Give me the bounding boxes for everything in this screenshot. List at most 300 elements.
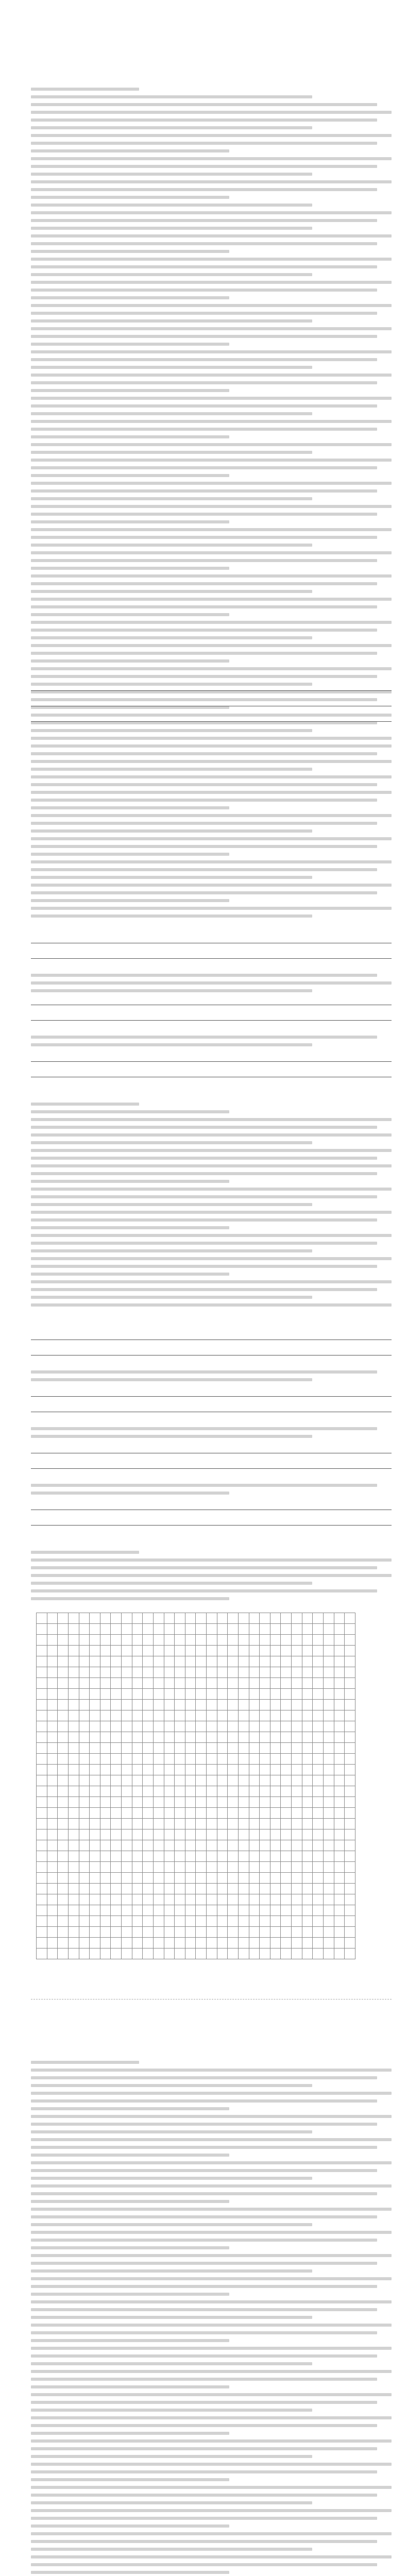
grid-cell[interactable] [249, 1829, 260, 1840]
grid-cell[interactable] [37, 1808, 47, 1819]
grid-cell[interactable] [185, 1743, 196, 1754]
grid-cell[interactable] [302, 1754, 313, 1765]
grid-cell[interactable] [217, 1775, 228, 1786]
grid-cell[interactable] [58, 1840, 69, 1851]
grid-cell[interactable] [270, 1700, 281, 1710]
grid-cell[interactable] [132, 1948, 143, 1959]
grid-cell[interactable] [270, 1775, 281, 1786]
grid-cell[interactable] [207, 1916, 217, 1927]
grid-cell[interactable] [260, 1938, 270, 1948]
grid-cell[interactable] [302, 1808, 313, 1819]
grid-cell[interactable] [47, 1840, 58, 1851]
grid-cell[interactable] [345, 1862, 355, 1873]
grid-cell[interactable] [37, 1613, 47, 1624]
grid-cell[interactable] [58, 1689, 69, 1700]
grid-cell[interactable] [323, 1927, 334, 1938]
grid-cell[interactable] [100, 1862, 111, 1873]
grid-cell[interactable] [323, 1916, 334, 1927]
grid-cell[interactable] [270, 1624, 281, 1635]
grid-cell[interactable] [164, 1700, 175, 1710]
grid-cell[interactable] [37, 1819, 47, 1829]
grid-cell[interactable] [313, 1624, 324, 1635]
grid-cell[interactable] [238, 1710, 249, 1721]
grid-cell[interactable] [185, 1635, 196, 1646]
answer-line[interactable] [31, 1396, 392, 1397]
grid-cell[interactable] [281, 1667, 292, 1678]
grid-cell[interactable] [122, 1808, 132, 1819]
grid-cell[interactable] [313, 1938, 324, 1948]
grid-cell[interactable] [185, 1754, 196, 1765]
grid-cell[interactable] [68, 1938, 79, 1948]
grid-cell[interactable] [175, 1732, 185, 1743]
grid-cell[interactable] [79, 1884, 90, 1894]
grid-cell[interactable] [164, 1862, 175, 1873]
grid-cell[interactable] [153, 1667, 164, 1678]
grid-cell[interactable] [217, 1689, 228, 1700]
grid-cell[interactable] [143, 1927, 154, 1938]
grid-cell[interactable] [323, 1754, 334, 1765]
grid-cell[interactable] [111, 1732, 122, 1743]
grid-cell[interactable] [281, 1938, 292, 1948]
grid-cell[interactable] [122, 1786, 132, 1797]
grid-cell[interactable] [238, 1948, 249, 1959]
grid-cell[interactable] [100, 1656, 111, 1667]
grid-cell[interactable] [175, 1862, 185, 1873]
grid-cell[interactable] [260, 1700, 270, 1710]
grid-cell[interactable] [302, 1613, 313, 1624]
grid-cell[interactable] [238, 1732, 249, 1743]
grid-cell[interactable] [100, 1851, 111, 1862]
grid-cell[interactable] [79, 1635, 90, 1646]
grid-cell[interactable] [153, 1948, 164, 1959]
grid-cell[interactable] [345, 1667, 355, 1678]
grid-cell[interactable] [207, 1775, 217, 1786]
grid-cell[interactable] [207, 1819, 217, 1829]
grid-cell[interactable] [79, 1656, 90, 1667]
grid-cell[interactable] [292, 1624, 302, 1635]
grid-cell[interactable] [207, 1786, 217, 1797]
grid-cell[interactable] [185, 1808, 196, 1819]
grid-cell[interactable] [185, 1916, 196, 1927]
grid-cell[interactable] [143, 1873, 154, 1884]
grid-cell[interactable] [100, 1754, 111, 1765]
grid-cell[interactable] [143, 1667, 154, 1678]
grid-cell[interactable] [292, 1829, 302, 1840]
grid-cell[interactable] [323, 1894, 334, 1905]
grid-cell[interactable] [196, 1873, 207, 1884]
grid-cell[interactable] [58, 1710, 69, 1721]
grid-cell[interactable] [100, 1646, 111, 1656]
grid-cell[interactable] [37, 1624, 47, 1635]
grid-cell[interactable] [164, 1948, 175, 1959]
grid-cell[interactable] [281, 1700, 292, 1710]
grid-cell[interactable] [207, 1732, 217, 1743]
grid-cell[interactable] [68, 1948, 79, 1959]
grid-cell[interactable] [292, 1700, 302, 1710]
grid-cell[interactable] [37, 1710, 47, 1721]
grid-cell[interactable] [196, 1613, 207, 1624]
grid-cell[interactable] [111, 1894, 122, 1905]
grid-cell[interactable] [143, 1938, 154, 1948]
grid-cell[interactable] [292, 1667, 302, 1678]
grid-cell[interactable] [281, 1948, 292, 1959]
grid-cell[interactable] [58, 1938, 69, 1948]
grid-cell[interactable] [260, 1948, 270, 1959]
grid-cell[interactable] [47, 1948, 58, 1959]
grid-cell[interactable] [313, 1635, 324, 1646]
grid-cell[interactable] [281, 1884, 292, 1894]
grid-cell[interactable] [292, 1840, 302, 1851]
grid-cell[interactable] [281, 1840, 292, 1851]
grid-cell[interactable] [345, 1829, 355, 1840]
grid-cell[interactable] [217, 1754, 228, 1765]
grid-cell[interactable] [79, 1938, 90, 1948]
grid-cell[interactable] [323, 1840, 334, 1851]
grid-cell[interactable] [334, 1646, 345, 1656]
grid-cell[interactable] [185, 1873, 196, 1884]
grid-cell[interactable] [238, 1646, 249, 1656]
grid-cell[interactable] [111, 1754, 122, 1765]
grid-cell[interactable] [68, 1797, 79, 1808]
grid-cell[interactable] [323, 1786, 334, 1797]
grid-cell[interactable] [132, 1786, 143, 1797]
grid-cell[interactable] [111, 1797, 122, 1808]
grid-cell[interactable] [132, 1732, 143, 1743]
grid-cell[interactable] [153, 1754, 164, 1765]
grid-cell[interactable] [164, 1829, 175, 1840]
grid-cell[interactable] [122, 1656, 132, 1667]
grid-cell[interactable] [111, 1873, 122, 1884]
grid-cell[interactable] [90, 1862, 100, 1873]
grid-cell[interactable] [292, 1678, 302, 1689]
grid-cell[interactable] [68, 1613, 79, 1624]
grid-cell[interactable] [175, 1927, 185, 1938]
grid-cell[interactable] [217, 1656, 228, 1667]
grid-cell[interactable] [260, 1808, 270, 1819]
grid-cell[interactable] [345, 1765, 355, 1775]
grid-cell[interactable] [292, 1873, 302, 1884]
grid-cell[interactable] [37, 1938, 47, 1948]
grid-cell[interactable] [58, 1819, 69, 1829]
grid-cell[interactable] [313, 1894, 324, 1905]
grid-cell[interactable] [217, 1721, 228, 1732]
grid-cell[interactable] [228, 1884, 239, 1894]
grid-cell[interactable] [345, 1884, 355, 1894]
grid-cell[interactable] [345, 1710, 355, 1721]
grid-cell[interactable] [175, 1884, 185, 1894]
grid-cell[interactable] [207, 1829, 217, 1840]
grid-cell[interactable] [207, 1927, 217, 1938]
grid-cell[interactable] [196, 1840, 207, 1851]
grid-cell[interactable] [302, 1894, 313, 1905]
grid-cell[interactable] [37, 1700, 47, 1710]
grid-cell[interactable] [334, 1613, 345, 1624]
grid-cell[interactable] [323, 1808, 334, 1819]
grid-cell[interactable] [281, 1721, 292, 1732]
grid-cell[interactable] [185, 1948, 196, 1959]
grid-cell[interactable] [37, 1927, 47, 1938]
grid-cell[interactable] [196, 1765, 207, 1775]
grid-cell[interactable] [334, 1710, 345, 1721]
grid-cell[interactable] [143, 1775, 154, 1786]
grid-cell[interactable] [143, 1754, 154, 1765]
grid-cell[interactable] [153, 1656, 164, 1667]
grid-cell[interactable] [228, 1786, 239, 1797]
grid-cell[interactable] [345, 1732, 355, 1743]
grid-cell[interactable] [111, 1927, 122, 1938]
grid-cell[interactable] [100, 1948, 111, 1959]
grid-cell[interactable] [323, 1624, 334, 1635]
grid-cell[interactable] [122, 1819, 132, 1829]
grid-cell[interactable] [345, 1743, 355, 1754]
grid-cell[interactable] [238, 1656, 249, 1667]
grid-cell[interactable] [122, 1938, 132, 1948]
grid-cell[interactable] [143, 1797, 154, 1808]
grid-cell[interactable] [323, 1613, 334, 1624]
grid-cell[interactable] [111, 1840, 122, 1851]
grid-cell[interactable] [111, 1678, 122, 1689]
grid-cell[interactable] [100, 1689, 111, 1700]
grid-cell[interactable] [196, 1667, 207, 1678]
grid-cell[interactable] [37, 1905, 47, 1916]
grid-cell[interactable] [334, 1851, 345, 1862]
grid-cell[interactable] [249, 1678, 260, 1689]
grid-cell[interactable] [100, 1732, 111, 1743]
grid-cell[interactable] [47, 1775, 58, 1786]
grid-cell[interactable] [122, 1894, 132, 1905]
grid-cell[interactable] [196, 1743, 207, 1754]
grid-cell[interactable] [217, 1873, 228, 1884]
grid-cell[interactable] [196, 1710, 207, 1721]
grid-cell[interactable] [175, 1754, 185, 1765]
grid-cell[interactable] [132, 1613, 143, 1624]
grid-cell[interactable] [68, 1873, 79, 1884]
grid-cell[interactable] [90, 1884, 100, 1894]
grid-cell[interactable] [207, 1797, 217, 1808]
grid-cell[interactable] [132, 1754, 143, 1765]
grid-cell[interactable] [37, 1765, 47, 1775]
grid-cell[interactable] [100, 1884, 111, 1894]
grid-cell[interactable] [100, 1667, 111, 1678]
grid-cell[interactable] [238, 1667, 249, 1678]
grid-cell[interactable] [270, 1938, 281, 1948]
grid-cell[interactable] [164, 1710, 175, 1721]
grid-cell[interactable] [334, 1884, 345, 1894]
grid-cell[interactable] [270, 1743, 281, 1754]
grid-cell[interactable] [79, 1862, 90, 1873]
grid-cell[interactable] [175, 1656, 185, 1667]
grid-cell[interactable] [185, 1721, 196, 1732]
grid-cell[interactable] [79, 1624, 90, 1635]
grid-cell[interactable] [313, 1689, 324, 1700]
grid-cell[interactable] [37, 1829, 47, 1840]
grid-cell[interactable] [164, 1873, 175, 1884]
grid-cell[interactable] [58, 1754, 69, 1765]
grid-cell[interactable] [90, 1829, 100, 1840]
grid-cell[interactable] [228, 1894, 239, 1905]
grid-cell[interactable] [292, 1938, 302, 1948]
grid-cell[interactable] [270, 1721, 281, 1732]
grid-cell[interactable] [100, 1678, 111, 1689]
grid-cell[interactable] [302, 1743, 313, 1754]
grid-cell[interactable] [270, 1840, 281, 1851]
grid-cell[interactable] [313, 1916, 324, 1927]
grid-cell[interactable] [249, 1667, 260, 1678]
grid-cell[interactable] [217, 1678, 228, 1689]
grid-cell[interactable] [68, 1667, 79, 1678]
grid-cell[interactable] [175, 1624, 185, 1635]
grid-cell[interactable] [249, 1624, 260, 1635]
grid-cell[interactable] [260, 1775, 270, 1786]
grid-cell[interactable] [323, 1819, 334, 1829]
grid-cell[interactable] [323, 1700, 334, 1710]
grid-cell[interactable] [132, 1765, 143, 1775]
grid-cell[interactable] [196, 1689, 207, 1700]
grid-cell[interactable] [260, 1646, 270, 1656]
grid-cell[interactable] [196, 1786, 207, 1797]
grid-cell[interactable] [228, 1840, 239, 1851]
grid-cell[interactable] [185, 1905, 196, 1916]
grid-cell[interactable] [153, 1808, 164, 1819]
grid-cell[interactable] [143, 1613, 154, 1624]
grid-cell[interactable] [217, 1938, 228, 1948]
grid-cell[interactable] [68, 1635, 79, 1646]
grid-cell[interactable] [58, 1743, 69, 1754]
grid-cell[interactable] [260, 1797, 270, 1808]
grid-cell[interactable] [302, 1916, 313, 1927]
grid-cell[interactable] [185, 1765, 196, 1775]
grid-cell[interactable] [90, 1754, 100, 1765]
grid-cell[interactable] [58, 1894, 69, 1905]
grid-cell[interactable] [68, 1656, 79, 1667]
grid-cell[interactable] [132, 1667, 143, 1678]
grid-cell[interactable] [281, 1873, 292, 1884]
grid-cell[interactable] [260, 1613, 270, 1624]
grid-cell[interactable] [153, 1646, 164, 1656]
grid-cell[interactable] [313, 1710, 324, 1721]
grid-cell[interactable] [58, 1862, 69, 1873]
grid-cell[interactable] [79, 1851, 90, 1862]
grid-cell[interactable] [281, 1862, 292, 1873]
grid-cell[interactable] [345, 1678, 355, 1689]
grid-cell[interactable] [270, 1667, 281, 1678]
grid-cell[interactable] [79, 1667, 90, 1678]
grid-cell[interactable] [323, 1862, 334, 1873]
grid-cell[interactable] [345, 1927, 355, 1938]
grid-cell[interactable] [281, 1765, 292, 1775]
grid-cell[interactable] [68, 1808, 79, 1819]
grid-cell[interactable] [196, 1656, 207, 1667]
grid-cell[interactable] [249, 1894, 260, 1905]
grid-cell[interactable] [228, 1873, 239, 1884]
grid-cell[interactable] [153, 1775, 164, 1786]
grid-cell[interactable] [122, 1775, 132, 1786]
grid-cell[interactable] [270, 1829, 281, 1840]
grid-cell[interactable] [164, 1624, 175, 1635]
grid-cell[interactable] [58, 1721, 69, 1732]
grid-cell[interactable] [47, 1667, 58, 1678]
grid-cell[interactable] [185, 1938, 196, 1948]
grid-cell[interactable] [249, 1775, 260, 1786]
grid-cell[interactable] [153, 1613, 164, 1624]
grid-cell[interactable] [217, 1829, 228, 1840]
grid-cell[interactable] [164, 1721, 175, 1732]
grid-cell[interactable] [37, 1667, 47, 1678]
grid-cell[interactable] [196, 1938, 207, 1948]
grid-cell[interactable] [47, 1938, 58, 1948]
grid-cell[interactable] [260, 1786, 270, 1797]
grid-cell[interactable] [302, 1667, 313, 1678]
grid-cell[interactable] [302, 1786, 313, 1797]
grid-cell[interactable] [313, 1851, 324, 1862]
grid-cell[interactable] [79, 1916, 90, 1927]
grid-cell[interactable] [207, 1721, 217, 1732]
grid-cell[interactable] [58, 1732, 69, 1743]
grid-cell[interactable] [122, 1916, 132, 1927]
grid-cell[interactable] [281, 1732, 292, 1743]
grid-cell[interactable] [238, 1862, 249, 1873]
grid-cell[interactable] [281, 1829, 292, 1840]
grid-cell[interactable] [323, 1656, 334, 1667]
grid-cell[interactable] [90, 1678, 100, 1689]
grid-cell[interactable] [292, 1851, 302, 1862]
grid-cell[interactable] [302, 1873, 313, 1884]
grid-cell[interactable] [58, 1765, 69, 1775]
grid-cell[interactable] [132, 1938, 143, 1948]
grid-cell[interactable] [143, 1840, 154, 1851]
grid-cell[interactable] [228, 1624, 239, 1635]
grid-cell[interactable] [153, 1916, 164, 1927]
grid-cell[interactable] [292, 1613, 302, 1624]
grid-cell[interactable] [238, 1927, 249, 1938]
grid-cell[interactable] [90, 1635, 100, 1646]
grid-cell[interactable] [217, 1732, 228, 1743]
grid-cell[interactable] [345, 1721, 355, 1732]
grid-cell[interactable] [270, 1765, 281, 1775]
grid-cell[interactable] [334, 1927, 345, 1938]
grid-cell[interactable] [217, 1819, 228, 1829]
grid-cell[interactable] [281, 1743, 292, 1754]
grid-cell[interactable] [292, 1797, 302, 1808]
grid-cell[interactable] [185, 1732, 196, 1743]
grid-cell[interactable] [47, 1613, 58, 1624]
grid-cell[interactable] [249, 1689, 260, 1700]
grid-cell[interactable] [228, 1656, 239, 1667]
grid-cell[interactable] [334, 1743, 345, 1754]
grid-cell[interactable] [323, 1710, 334, 1721]
grid-cell[interactable] [281, 1819, 292, 1829]
grid-cell[interactable] [79, 1689, 90, 1700]
grid-cell[interactable] [122, 1667, 132, 1678]
grid-cell[interactable] [37, 1775, 47, 1786]
grid-cell[interactable] [281, 1905, 292, 1916]
grid-cell[interactable] [334, 1786, 345, 1797]
grid-cell[interactable] [100, 1775, 111, 1786]
grid-cell[interactable] [334, 1635, 345, 1646]
grid-cell[interactable] [270, 1754, 281, 1765]
grid-cell[interactable] [228, 1678, 239, 1689]
grid-cell[interactable] [196, 1905, 207, 1916]
grid-cell[interactable] [228, 1829, 239, 1840]
grid-cell[interactable] [79, 1732, 90, 1743]
grid-cell[interactable] [122, 1732, 132, 1743]
grid-cell[interactable] [164, 1927, 175, 1938]
grid-cell[interactable] [175, 1948, 185, 1959]
grid-cell[interactable] [143, 1948, 154, 1959]
grid-cell[interactable] [143, 1656, 154, 1667]
grid-cell[interactable] [345, 1646, 355, 1656]
grid-cell[interactable] [292, 1786, 302, 1797]
